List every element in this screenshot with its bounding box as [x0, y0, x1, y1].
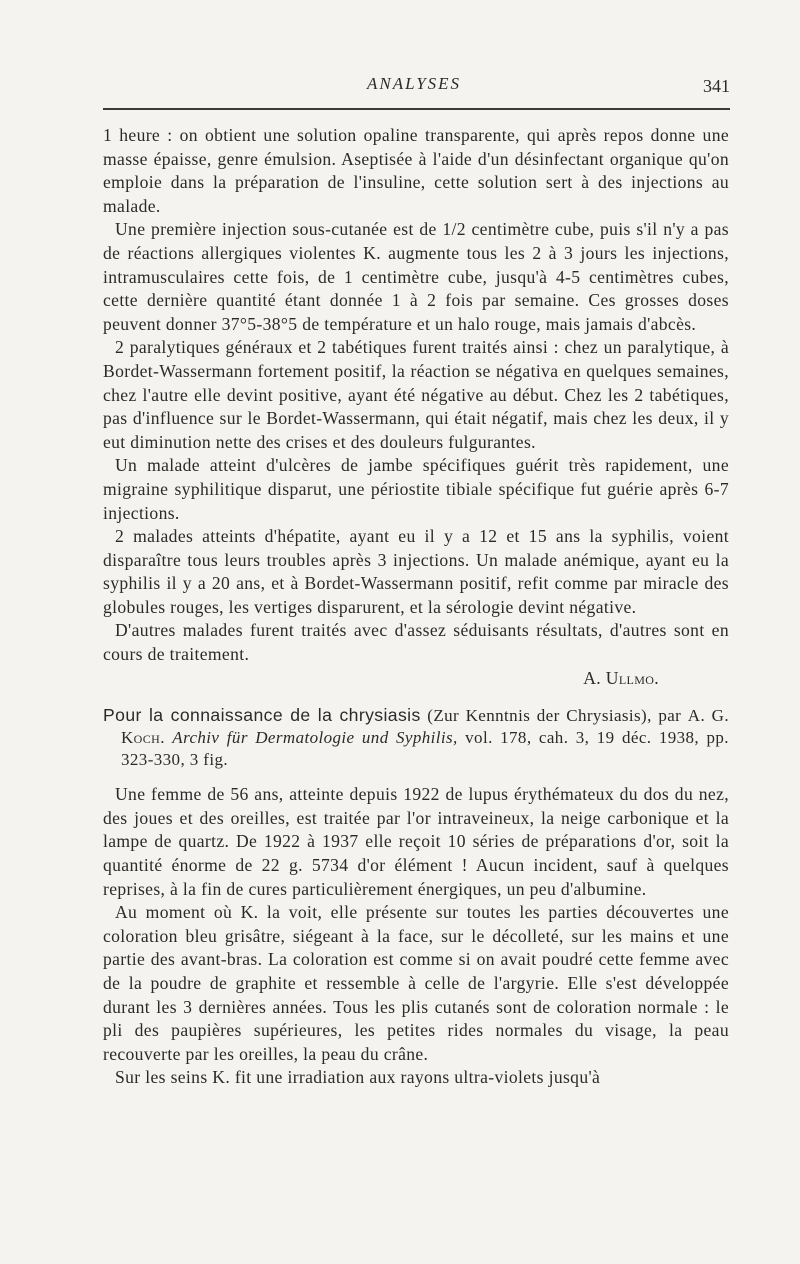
signature: A. Ullmo. [583, 667, 659, 688]
paragraph: Un malade atteint d'ulcères de jambe spécifiques guérit très rapidement, une migraine syphilitique disparut, une périostite tibiale spécifique fut guérie après 6-7 injections. [103, 455, 729, 523]
paragraph: 2 paralytiques généraux et 2 tabétiques furent traités ainsi : chez un paralytique, à Bordet-Wassermann fortement positif, la réaction se négativa en quelques semaines, chez l'autre elle devint positive, ayant été négative au début. Chez les 2 tabétiques, pas d'influence sur le Bordet-Wassermann, qui était négatif, mais chez les deux, il y eut diminution nette des crises et des douleurs fulgurantes. [103, 337, 729, 452]
original-title: (Zur Kenntnis der Chrysiasis), par [427, 706, 682, 726]
paragraph: Sur les seins K. fit une irradiation aux rayons ultra-violets jusqu'à [115, 1067, 601, 1088]
page-number: 341 [703, 76, 730, 96]
paragraph: Une première injection sous-cutanée est de 1/2 centimètre cube, puis s'il n'y a pas de réactions allergiques violentes K. augmente tous les 2 à 3 jours les injections, intramusculaires cette fois, de 1 centimètre cube, jusqu'à 4-5 centimètres cubes, cette dernière quantité étant donnée 1 à 2 fois par semaine. Ces grosses doses peuvent donner 37°5-38°5 de température et un halo rouge, mais jamais d'abcès. [103, 219, 729, 334]
signature-line [103, 667, 729, 691]
paragraph: Une femme de 56 ans, atteinte depuis 1922 de lupus érythémateux du dos du nez, des joues et des oreilles, est traitée par l'or intraveineux, la neige carbonique et la lampe de quartz. De 1922 à 1937 elle reçoit 10 séries de préparations d'or, soit la quantité énorme de 22 g. 5734 d'or élément ! Aucun incident, sauf à quelques reprises, à la fin de cures particulièrement énergiques, un peu d'albumine. [103, 784, 729, 899]
paragraph: Au moment où K. la voit, elle présente sur toutes les parties découvertes une coloration bleu grisâtre, siégeant à la face, sur le décolleté, sur les mains et une partie des avant-bras. La coloration est comme si on avait poudré cette femme avec de la poudre de graphite et ressemble à celle de l'argyrie. Elle s'est développée durant les 3 dernières années. Tous les plis cutanés sont de coloration normale : le pli des paupières supérieures, les petites rides normales du visage, la peau recouverte par les oreilles, la peau du crâne. [103, 902, 729, 1064]
paragraph: 1 heure : on obtient une solution opaline transparente, qui après repos donne une masse épaisse, genre émulsion. Aseptisée à l'aide d'un désinfectant organique qu'on emploie dans la préparation de l'insuline, cette solution sert à des injections au malade. [103, 125, 729, 216]
running-title: ANALYSES [366, 74, 462, 93]
running-header [103, 74, 730, 104]
page [103, 74, 730, 1088]
issue: cah. 3, [538, 728, 590, 748]
body-text [103, 124, 729, 1090]
author: A. G. Koch. [121, 706, 730, 748]
date-pages: 19 déc. 1938, pp. 323-330, 3 fig. [121, 728, 729, 770]
header-rule [103, 108, 730, 110]
paragraph: D'autres malades furent traités avec d'assez séduisants résultats, d'autres sont en cours de traitement. [103, 620, 729, 665]
article-title: Pour la connaissance de la chrysiasis [103, 705, 421, 726]
paragraph: 2 malades atteints d'hépatite, ayant eu il y a 12 et 15 ans la syphilis, voient disparaître tous leurs troubles après 3 injections. Un malade anémique, ayant eu la syphilis il y a 20 ans, et à Bordet-Wassermann positif, refit comme par miracle des globules rouges, les vertiges disparurent, et la sérologie devint négative. [103, 526, 729, 617]
journal: Archiv für Dermatologie und Syphilis, [172, 728, 458, 748]
volume: vol. 178, [465, 728, 532, 748]
article-heading [103, 704, 729, 771]
